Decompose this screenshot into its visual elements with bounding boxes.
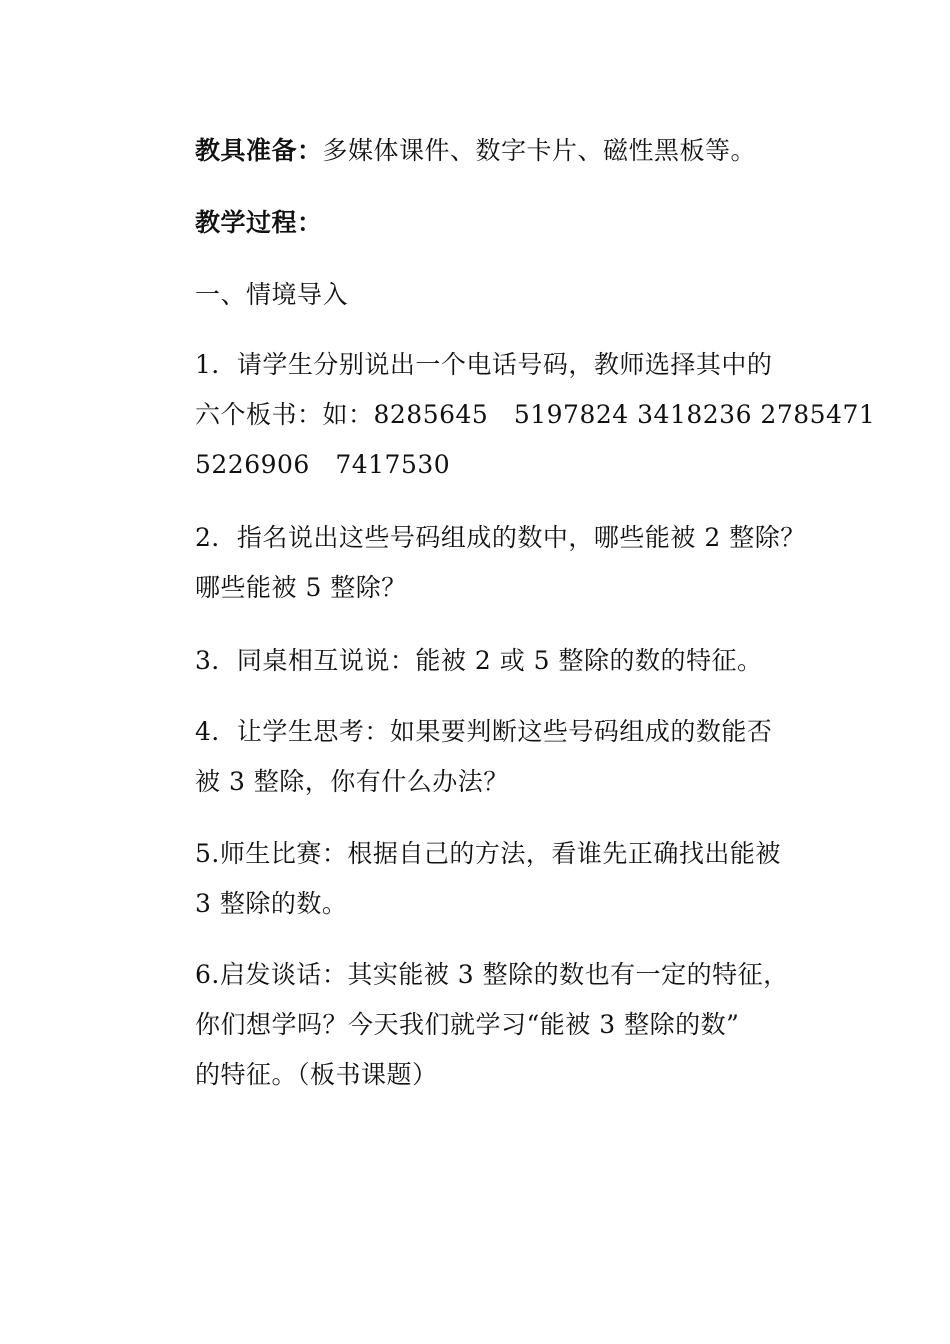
- item-1-line-1: 1．请学生分别说出一个电话号码，教师选择其中的: [195, 350, 773, 379]
- item-1-line-3: 5226906 7417530: [195, 450, 451, 479]
- materials-label: 教具准备：: [195, 136, 323, 165]
- item-5-line-2: 3 整除的数。: [195, 889, 348, 918]
- item-2-line-1: 2．指名说出这些号码组成的数中，哪些能被 2 整除？: [195, 523, 806, 552]
- item-4-line-2: 被 3 整除，你有什么办法？: [195, 767, 509, 796]
- item-1-line-2: 六个板书：如：8285645 5197824 3418236 2785471: [195, 400, 876, 429]
- item-4-line-1: 4．让学生思考：如果要判断这些号码组成的数能否: [195, 717, 773, 746]
- process-heading: 教学过程：: [195, 208, 323, 237]
- materials-line: [195, 135, 756, 167]
- item-5-line-1: 5.师生比赛：根据自己的方法，看谁先正确找出能被: [195, 839, 781, 868]
- section-title: 一、情境导入: [195, 280, 349, 309]
- item-3-line-1: 3．同桌相互说说：能被 2 或 5 整除的数的特征。: [195, 646, 763, 675]
- materials-text: 多媒体课件、数字卡片、磁性黑板等。: [322, 136, 757, 165]
- item-2-line-2: 哪些能被 5 整除？: [195, 573, 407, 602]
- item-6-line-3: 的特征。（板书课题）: [195, 1060, 438, 1089]
- item-6-line-1: 6.启发谈话：其实能被 3 整除的数也有一定的特征，: [195, 960, 789, 989]
- item-6-line-2: 你们想学吗？今天我们就学习“能被 3 整除的数”: [195, 1010, 740, 1039]
